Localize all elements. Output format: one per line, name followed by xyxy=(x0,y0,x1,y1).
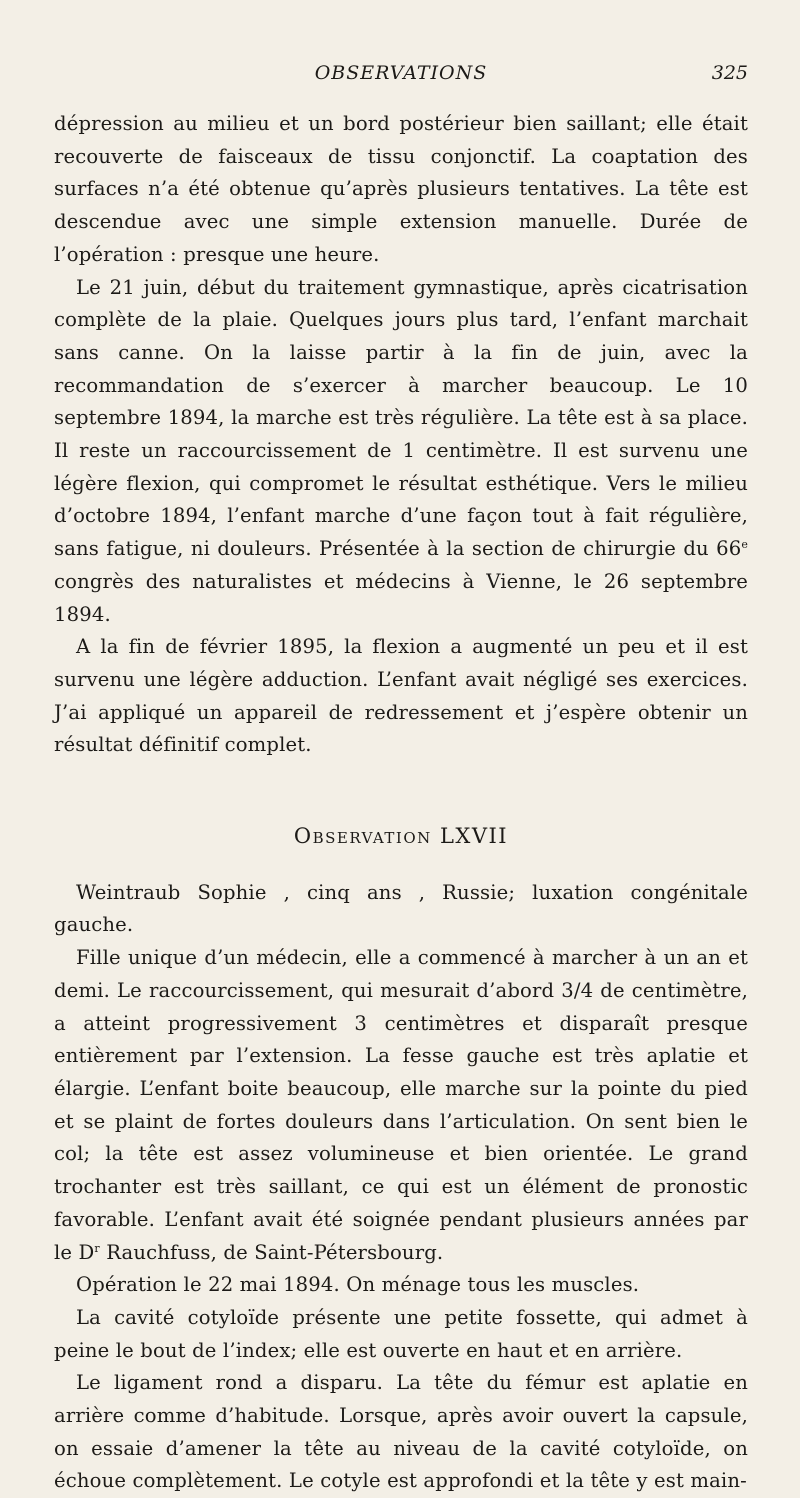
running-title: OBSERVATIONS xyxy=(314,62,488,84)
superscript: e xyxy=(741,538,748,552)
page-number: 325 xyxy=(711,62,748,84)
paragraph: dépression au milieu et un bord postérieur bien saillant; elle était recouverte de faisceaux de tissu conjonctif. La coaptation des surfaces n’a été obtenue qu’après plusieurs tentatives. La tête est descendue avec une simple extension manuelle. Durée de l’opération : presque une heure. xyxy=(54,112,748,266)
paragraph: A la fin de février 1895, la flexion a augmenté un peu et il est survenu une légère adduction. L’enfant avait négligé ses exercices. J’ai appliqué un appareil de redressement et j’espère obtenir un résultat définitif complet. xyxy=(54,635,748,757)
paragraph: Weintraub Sophie , cinq ans , Russie; luxation congénitale gauche. xyxy=(54,880,748,937)
paragraph xyxy=(54,942,748,1269)
paragraph-text: Fille unique d’un médecin, elle a commencé à marcher à un an et demi. Le raccourcissement, qui mesurait d’abord 3/4 de centimètre, a atteint progressivement 3 centimètres et disparaît presque entièrement par l’extension. La fesse gauche est très aplatie et élargie. L’enfant boite beaucoup, elle marche sur la pointe du pied et se plaint de fortes douleurs dans l’articulation. On sent bien le col; la tête est assez volumineuse et bien orientée. Le grand trochanter est très saillant, ce qui est un élément de pronostic favorable. L’enfant avait été soignée pendant plusieurs années par le D xyxy=(54,946,748,1264)
observation-heading: Observation LXVII xyxy=(293,824,509,849)
paragraph-text-tail: Rauchfuss, de Saint-Pétersbourg. xyxy=(99,1240,444,1264)
book-page xyxy=(0,62,800,1493)
paragraph-text-tail: congrès des naturalistes et médecins à Vienne, le 26 septembre 1894. xyxy=(54,569,748,626)
paragraph-text: Le 21 juin, début du traitement gymnastique, après cicatrisation complète de la plaie. Quelques jours plus tard, l’enfant marchait sans canne. On la laisse partir à la fin de juin, avec la recommandation de s’exercer à marcher beaucoup. Le 10 septembre 1894, la marche est très régulière. La tête est à sa place. Il reste un raccourcissement de 1 centimètre. Il est survenu une légère flexion, qui compromet le résultat esthétique. Vers le milieu d’octobre 1894, l’enfant marche d’une façon tout à fait régulière, sans fatigue, ni douleurs. Présentée à la section de chirurgie du 66 xyxy=(54,275,748,561)
paragraph: Le ligament rond a disparu. La tête du fémur est aplatie en arrière comme d’habitude. Lorsque, après avoir ouvert la capsule, on essaie d’amener la tête au niveau de la cavité cotyloïde, on échoue complètement. Le cotyle est approfondi et la tête y est main- xyxy=(54,1371,748,1493)
paragraph xyxy=(54,272,748,632)
paragraph: Opération le 22 mai 1894. On ménage tous les muscles. xyxy=(76,1273,640,1297)
body-text xyxy=(54,108,748,1498)
running-header xyxy=(54,62,748,102)
paragraph: La cavité cotyloïde présente une petite fossette, qui admet à peine le bout de l’index; elle est ouverte en haut et en arrière. xyxy=(54,1305,748,1362)
superscript: r xyxy=(94,1241,100,1255)
